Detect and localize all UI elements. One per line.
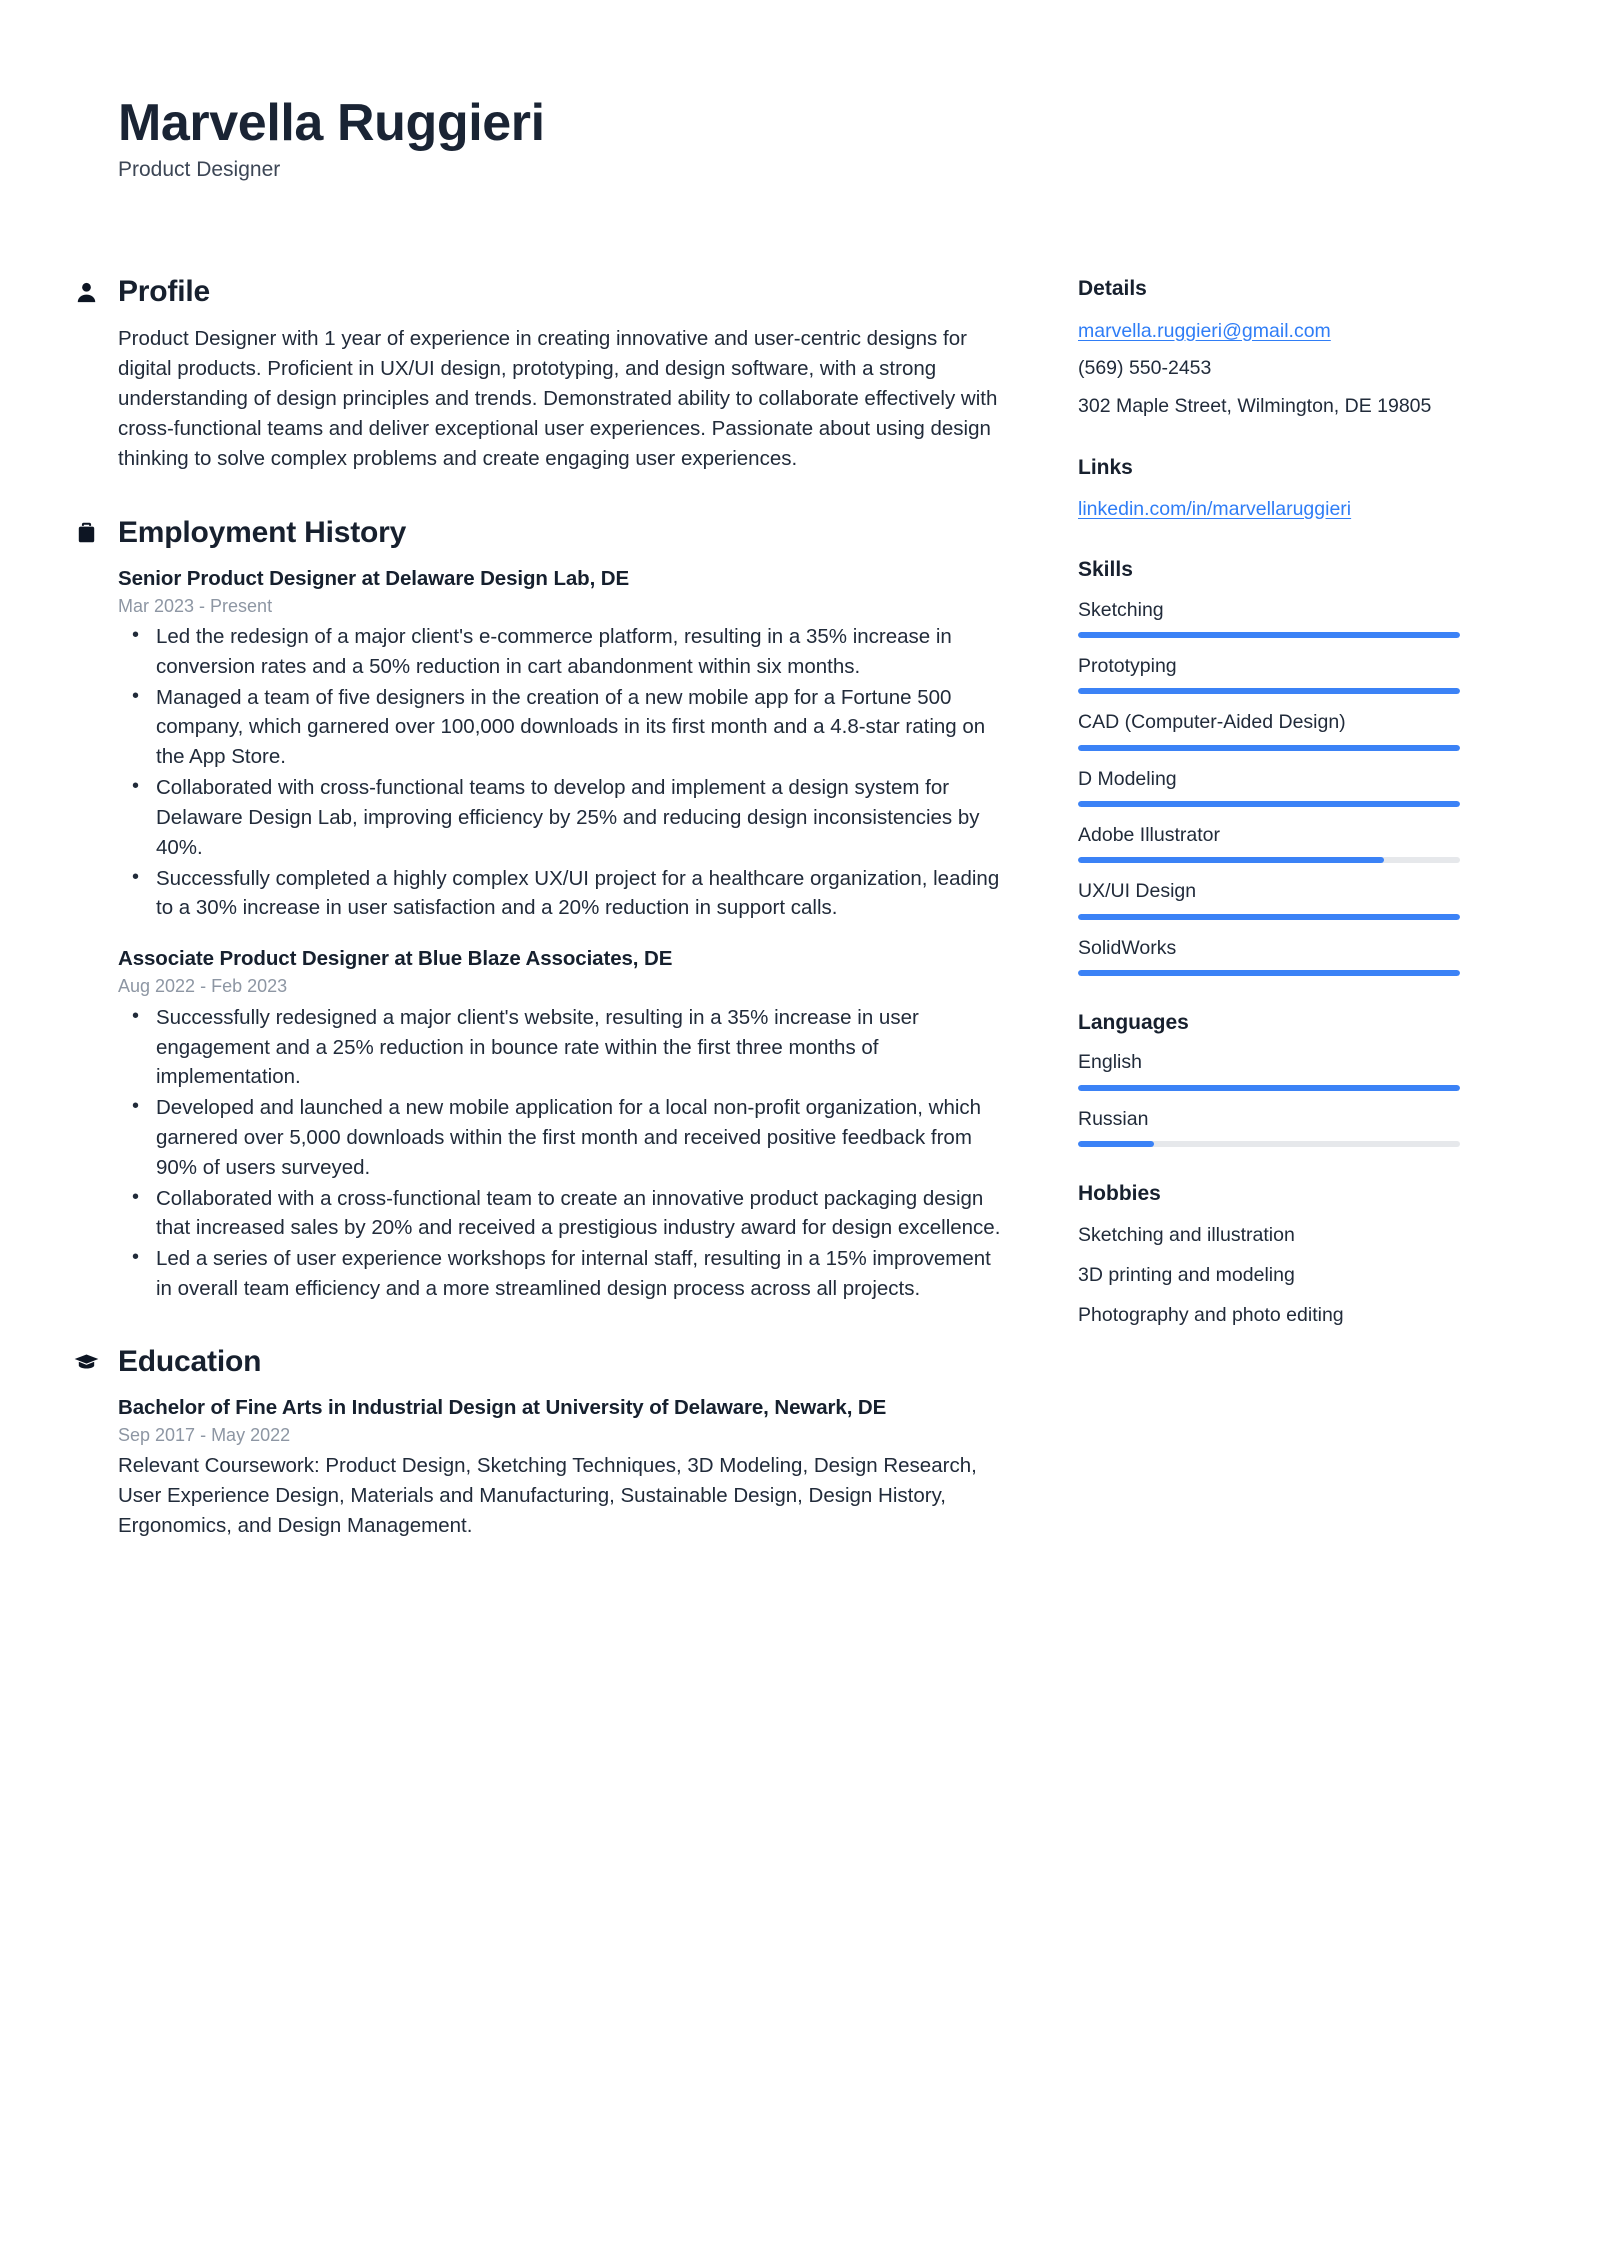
skill-item <box>1078 936 1460 976</box>
skill-level-fill <box>1078 688 1460 694</box>
section-education <box>118 1344 1008 1542</box>
entry-title: Bachelor of Fine Arts in Industrial Design at University of Delaware, Newark, DE <box>118 1395 887 1419</box>
section-title-employment: Employment History <box>118 515 407 549</box>
skill-level-fill <box>1078 632 1460 638</box>
sidebar-block-skills <box>1078 557 1460 976</box>
entry-date: Sep 2017 - May 2022 <box>118 1425 291 1446</box>
employment-entry <box>118 945 1008 1304</box>
entry-date: Mar 2023 - Present <box>118 595 273 616</box>
hobby-item: Photography and photo editing <box>1078 1303 1344 1326</box>
language-level-track <box>1078 1141 1460 1147</box>
candidate-name: Marvella Ruggieri <box>118 94 545 152</box>
skill-level-fill <box>1078 745 1460 751</box>
entry-date: Aug 2022 - Feb 2023 <box>118 976 288 997</box>
skill-label: Adobe Illustrator <box>1078 824 1220 847</box>
skill-label: Prototyping <box>1078 655 1177 678</box>
skill-label: UX/UI Design <box>1078 880 1197 903</box>
skill-level-fill <box>1078 801 1460 807</box>
skill-level-fill <box>1078 970 1460 976</box>
employment-entries <box>118 565 1008 1304</box>
entry-bullet: • Collaborated with a cross-functional team to create an innovative product packaging design that increased sales by 20% and received a prestigious industry award for design excellence. <box>154 1184 1008 1244</box>
section-title-profile: Profile <box>118 275 210 309</box>
language-label: Russian <box>1078 1107 1149 1130</box>
entry-bullet: • Managed a team of five designers in the creation of a new mobile app for a Fortune 500 company, which garnered over 100,000 downloads in its first month and a 4.8-star rating on the App Store. <box>154 683 1008 772</box>
sidebar-block-links <box>1078 455 1460 524</box>
skill-level-track <box>1078 801 1460 807</box>
entry-bullet: • Led the redesign of a major client's e-commerce platform, resulting in a 35% increase in conversion rates and a 50% reduction in cart abandonment within six months. <box>154 622 1008 682</box>
sidebar-title-hobbies: Hobbies <box>1078 1182 1161 1206</box>
skill-level-track <box>1078 857 1460 863</box>
language-label: English <box>1078 1051 1142 1074</box>
skill-label: Sketching <box>1078 598 1164 621</box>
entry-description: Relevant Coursework: Product Design, Sketching Techniques, 3D Modeling, Design Research, User Experience Design, Materials and Manufacturing, Sustainable Design, Design History, Ergonomics, and Design Management. <box>118 1454 977 1538</box>
language-item <box>1078 1107 1460 1147</box>
briefcase-icon <box>71 520 101 545</box>
section-profile <box>118 274 1008 474</box>
skill-item <box>1078 654 1460 694</box>
skill-level-fill <box>1078 914 1460 920</box>
graduation-cap-icon <box>71 1348 101 1375</box>
employment-entry <box>118 565 1008 924</box>
education-entry <box>118 1394 1008 1542</box>
entry-bullet: • Successfully redesigned a major client's website, resulting in a 35% increase in user engagement and a 25% reduction in bounce rate within the first three months of implementation. <box>154 1003 1008 1092</box>
sidebar-title-links: Links <box>1078 455 1133 479</box>
person-icon <box>71 280 101 305</box>
sidebar-title-skills: Skills <box>1078 558 1133 582</box>
profile-heading-row <box>71 274 1008 310</box>
sidebar-title-languages: Languages <box>1078 1011 1189 1035</box>
language-item <box>1078 1050 1460 1090</box>
skill-label: SolidWorks <box>1078 936 1177 959</box>
language-level-fill <box>1078 1141 1154 1147</box>
entry-bullet-list <box>118 622 1008 923</box>
skill-level-track <box>1078 970 1460 976</box>
candidate-job-title: Product Designer <box>118 158 281 182</box>
skill-item <box>1078 767 1460 807</box>
sidebar-block-details <box>1078 276 1460 420</box>
section-employment <box>118 515 1008 1304</box>
email-link[interactable]: marvella.ruggieri@gmail.com <box>1078 319 1331 342</box>
resume-header <box>118 95 1482 182</box>
skill-item <box>1078 879 1460 919</box>
sidebar-column <box>1078 274 1460 1363</box>
skill-level-track <box>1078 632 1460 638</box>
language-level-track <box>1078 1085 1460 1091</box>
skill-level-track <box>1078 745 1460 751</box>
skill-level-track <box>1078 688 1460 694</box>
sidebar-block-languages <box>1078 1010 1460 1147</box>
entry-bullet-list <box>118 1003 1008 1304</box>
profile-text: Product Designer with 1 year of experience in creating innovative and user-centric designs for digital products. Proficient in UX/UI design, prototyping, and design software, with a strong understanding of design principles and trends. Demonstrated ability to collaborate effectively with cross-functional teams and deliver exceptional user experiences. Passionate about using design thinking to solve complex problems and create engaging user experiences. <box>118 327 998 471</box>
hobby-item: Sketching and illustration <box>1078 1224 1295 1247</box>
hobby-item: 3D printing and modeling <box>1078 1263 1295 1286</box>
main-column <box>118 274 1008 1581</box>
skill-item <box>1078 710 1460 750</box>
resume-columns <box>118 274 1482 1581</box>
skill-item <box>1078 823 1460 863</box>
phone-number: (569) 550-2453 <box>1078 357 1212 380</box>
language-level-fill <box>1078 1085 1460 1091</box>
linkedin-link[interactable]: linkedin.com/in/marvellaruggieri <box>1078 497 1352 520</box>
skill-label: CAD (Computer-Aided Design) <box>1078 711 1346 734</box>
section-title-education: Education <box>118 1344 262 1378</box>
entry-bullet: • Led a series of user experience workshops for internal staff, resulting in a 15% improvement in overall team efficiency and a more streamlined design process across all projects. <box>154 1244 1008 1304</box>
sidebar-title-details: Details <box>1078 277 1147 301</box>
employment-heading-row <box>71 515 1008 551</box>
entry-bullet: • Successfully completed a highly complex UX/UI project for a healthcare organization, leading to a 30% increase in user satisfaction and a 20% reduction in support calls. <box>154 864 1008 924</box>
entry-title: Associate Product Designer at Blue Blaze Associates, DE <box>118 947 673 971</box>
entry-bullet: • Developed and launched a new mobile application for a local non-profit organization, which garnered over 5,000 downloads within the first month and received positive feedback from 90% of users surveyed. <box>154 1093 1008 1182</box>
skill-level-track <box>1078 914 1460 920</box>
postal-address: 302 Maple Street, Wilmington, DE 19805 <box>1078 394 1432 417</box>
skill-label: D Modeling <box>1078 767 1177 790</box>
entry-bullet: • Collaborated with cross-functional teams to develop and implement a design system for Delaware Design Lab, improving efficiency by 25% and reducing design inconsistencies by 40%. <box>154 773 1008 862</box>
entry-title: Senior Product Designer at Delaware Design Lab, DE <box>118 566 630 590</box>
sidebar-block-hobbies <box>1078 1181 1460 1329</box>
education-heading-row <box>71 1344 1008 1380</box>
skill-item <box>1078 598 1460 638</box>
skill-level-fill <box>1078 857 1384 863</box>
